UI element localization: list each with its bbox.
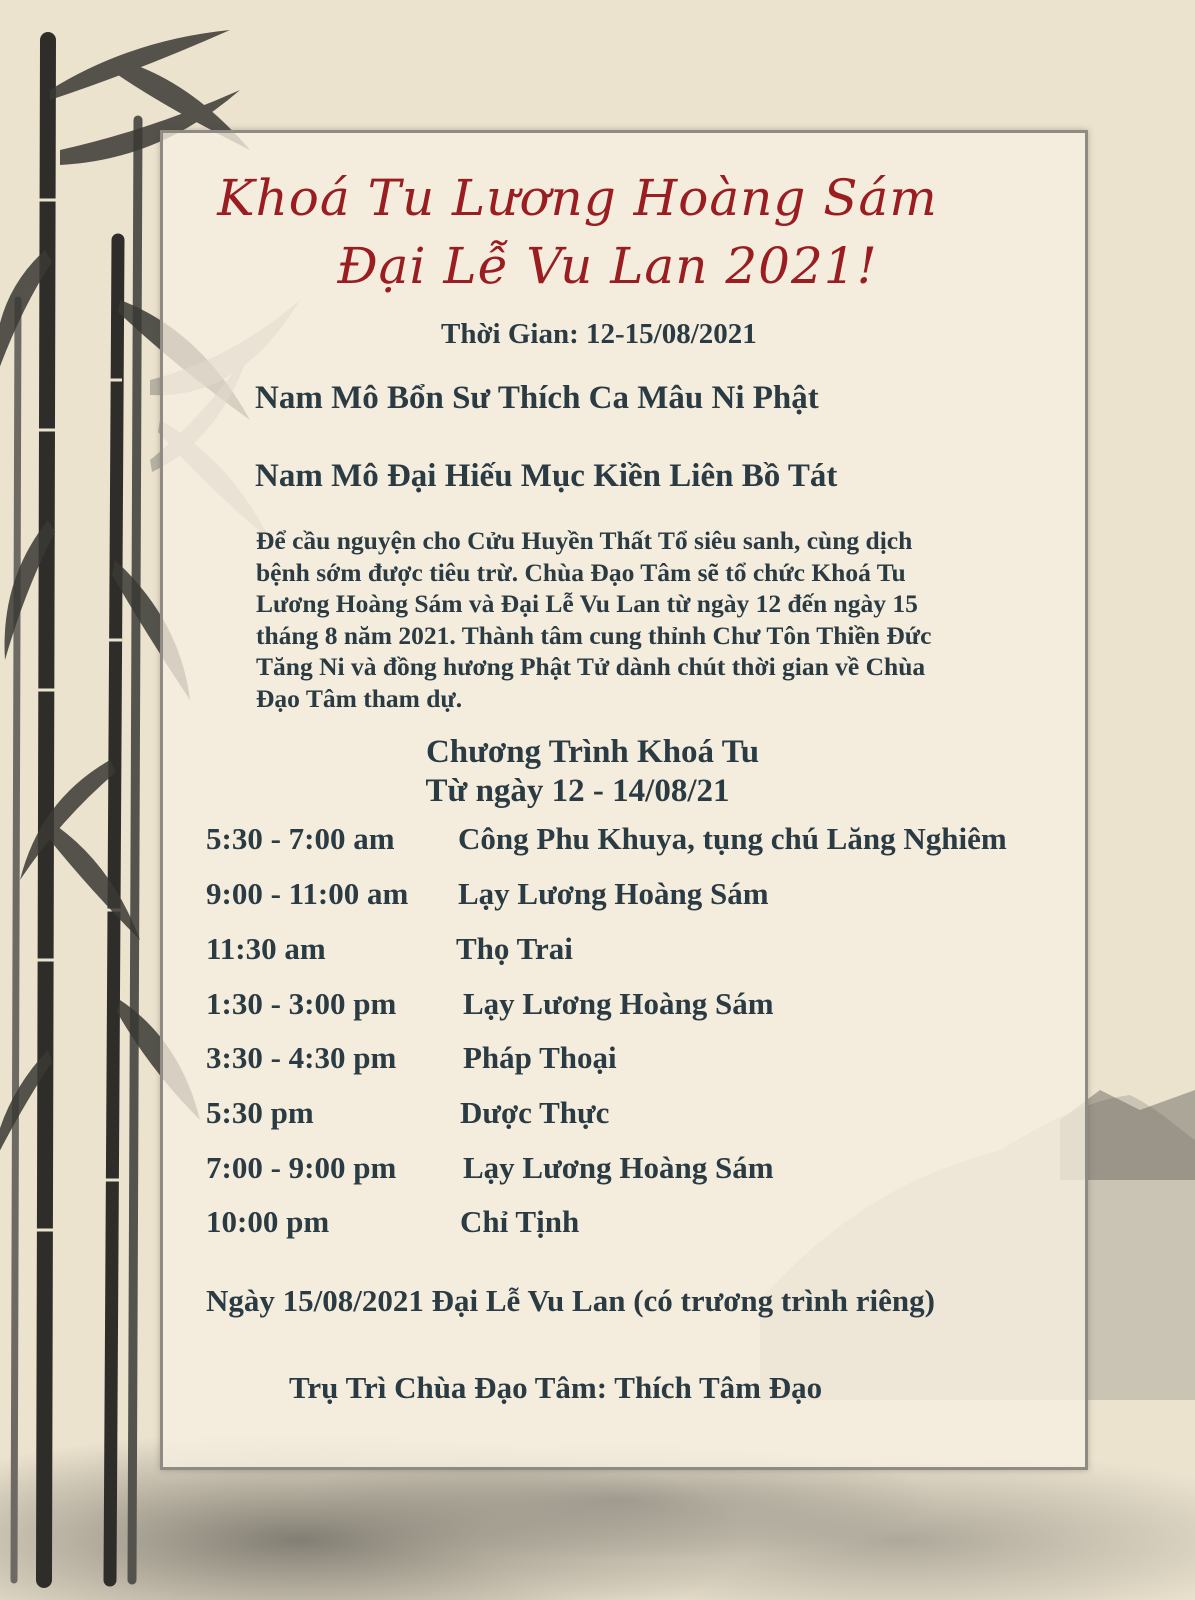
schedule-activity: Pháp Thoại [463,1040,617,1075]
program-dates: Từ ngày 12 - 14/08/21 [425,773,730,809]
event-time-range: Thời Gian: 12-15/08/2021 [441,318,757,350]
schedule-time: 1:30 - 3:00 pm [206,986,397,1021]
schedule-time: 3:30 - 4:30 pm [206,1040,397,1075]
schedule-time: 5:30 pm [206,1095,314,1130]
schedule-activity: Công Phu Khuya, tụng chú Lăng Nghiêm [458,821,1007,856]
schedule-time: 9:00 - 11:00 am [206,876,409,911]
retreat-title: Khoá Tu Lương Hoàng Sám [217,169,938,227]
schedule-activity: Chỉ Tịnh [460,1204,580,1239]
abbot-signature: Trụ Trì Chùa Đạo Tâm: Thích Tâm Đạo [289,1370,823,1405]
program-heading: Chương Trình Khoá Tu [425,734,760,770]
schedule-time: 5:30 - 7:00 am [206,821,395,856]
paragraph-line: tháng 8 năm 2021. Thành tâm cung thỉnh Chư Tôn Thiền Đức [256,620,932,650]
paragraph-line: Đạo Tâm tham dự. [256,683,463,713]
schedule-activity: Dược Thực [460,1095,610,1130]
schedule-activity: Lạy Lương Hoàng Sám [463,986,774,1021]
schedule-activity: Lạy Lương Hoàng Sám [463,1150,774,1185]
paragraph-line: Để cầu nguyện cho Cửu Huyền Thất Tổ siêu sanh, cùng dịch [256,526,913,555]
paragraph-line: Tăng Ni và đồng hương Phật Tử dành chút thời gian về Chùa [256,652,926,681]
schedule-activity: Lạy Lương Hoàng Sám [458,876,769,911]
prayer-line: Nam Mô Đại Hiếu Mục Kiền Liên Bồ Tát [255,458,838,494]
paragraph-line: Lương Hoàng Sám và Đại Lễ Vu Lan từ ngày 12 đến ngày 15 [256,589,918,618]
invitation-paragraph [256,525,1056,714]
final-day-note: Ngày 15/08/2021 Đại Lễ Vu Lan (có trương trình riêng) [206,1283,935,1318]
paragraph-line: bệnh sớm được tiêu trừ. Chùa Đạo Tâm sẽ tổ chức Khoá Tu [256,557,906,587]
prayer-line: Nam Mô Bổn Sư Thích Ca Mâu Ni Phật [255,380,819,416]
schedule-time: 7:00 - 9:00 pm [206,1150,397,1185]
schedule-time: 11:30 am [206,931,326,966]
schedule-time: 10:00 pm [206,1204,330,1239]
festival-title: Đại Lễ Vu Lan 2021! [337,237,878,295]
schedule-activity: Thọ Trai [456,931,573,966]
